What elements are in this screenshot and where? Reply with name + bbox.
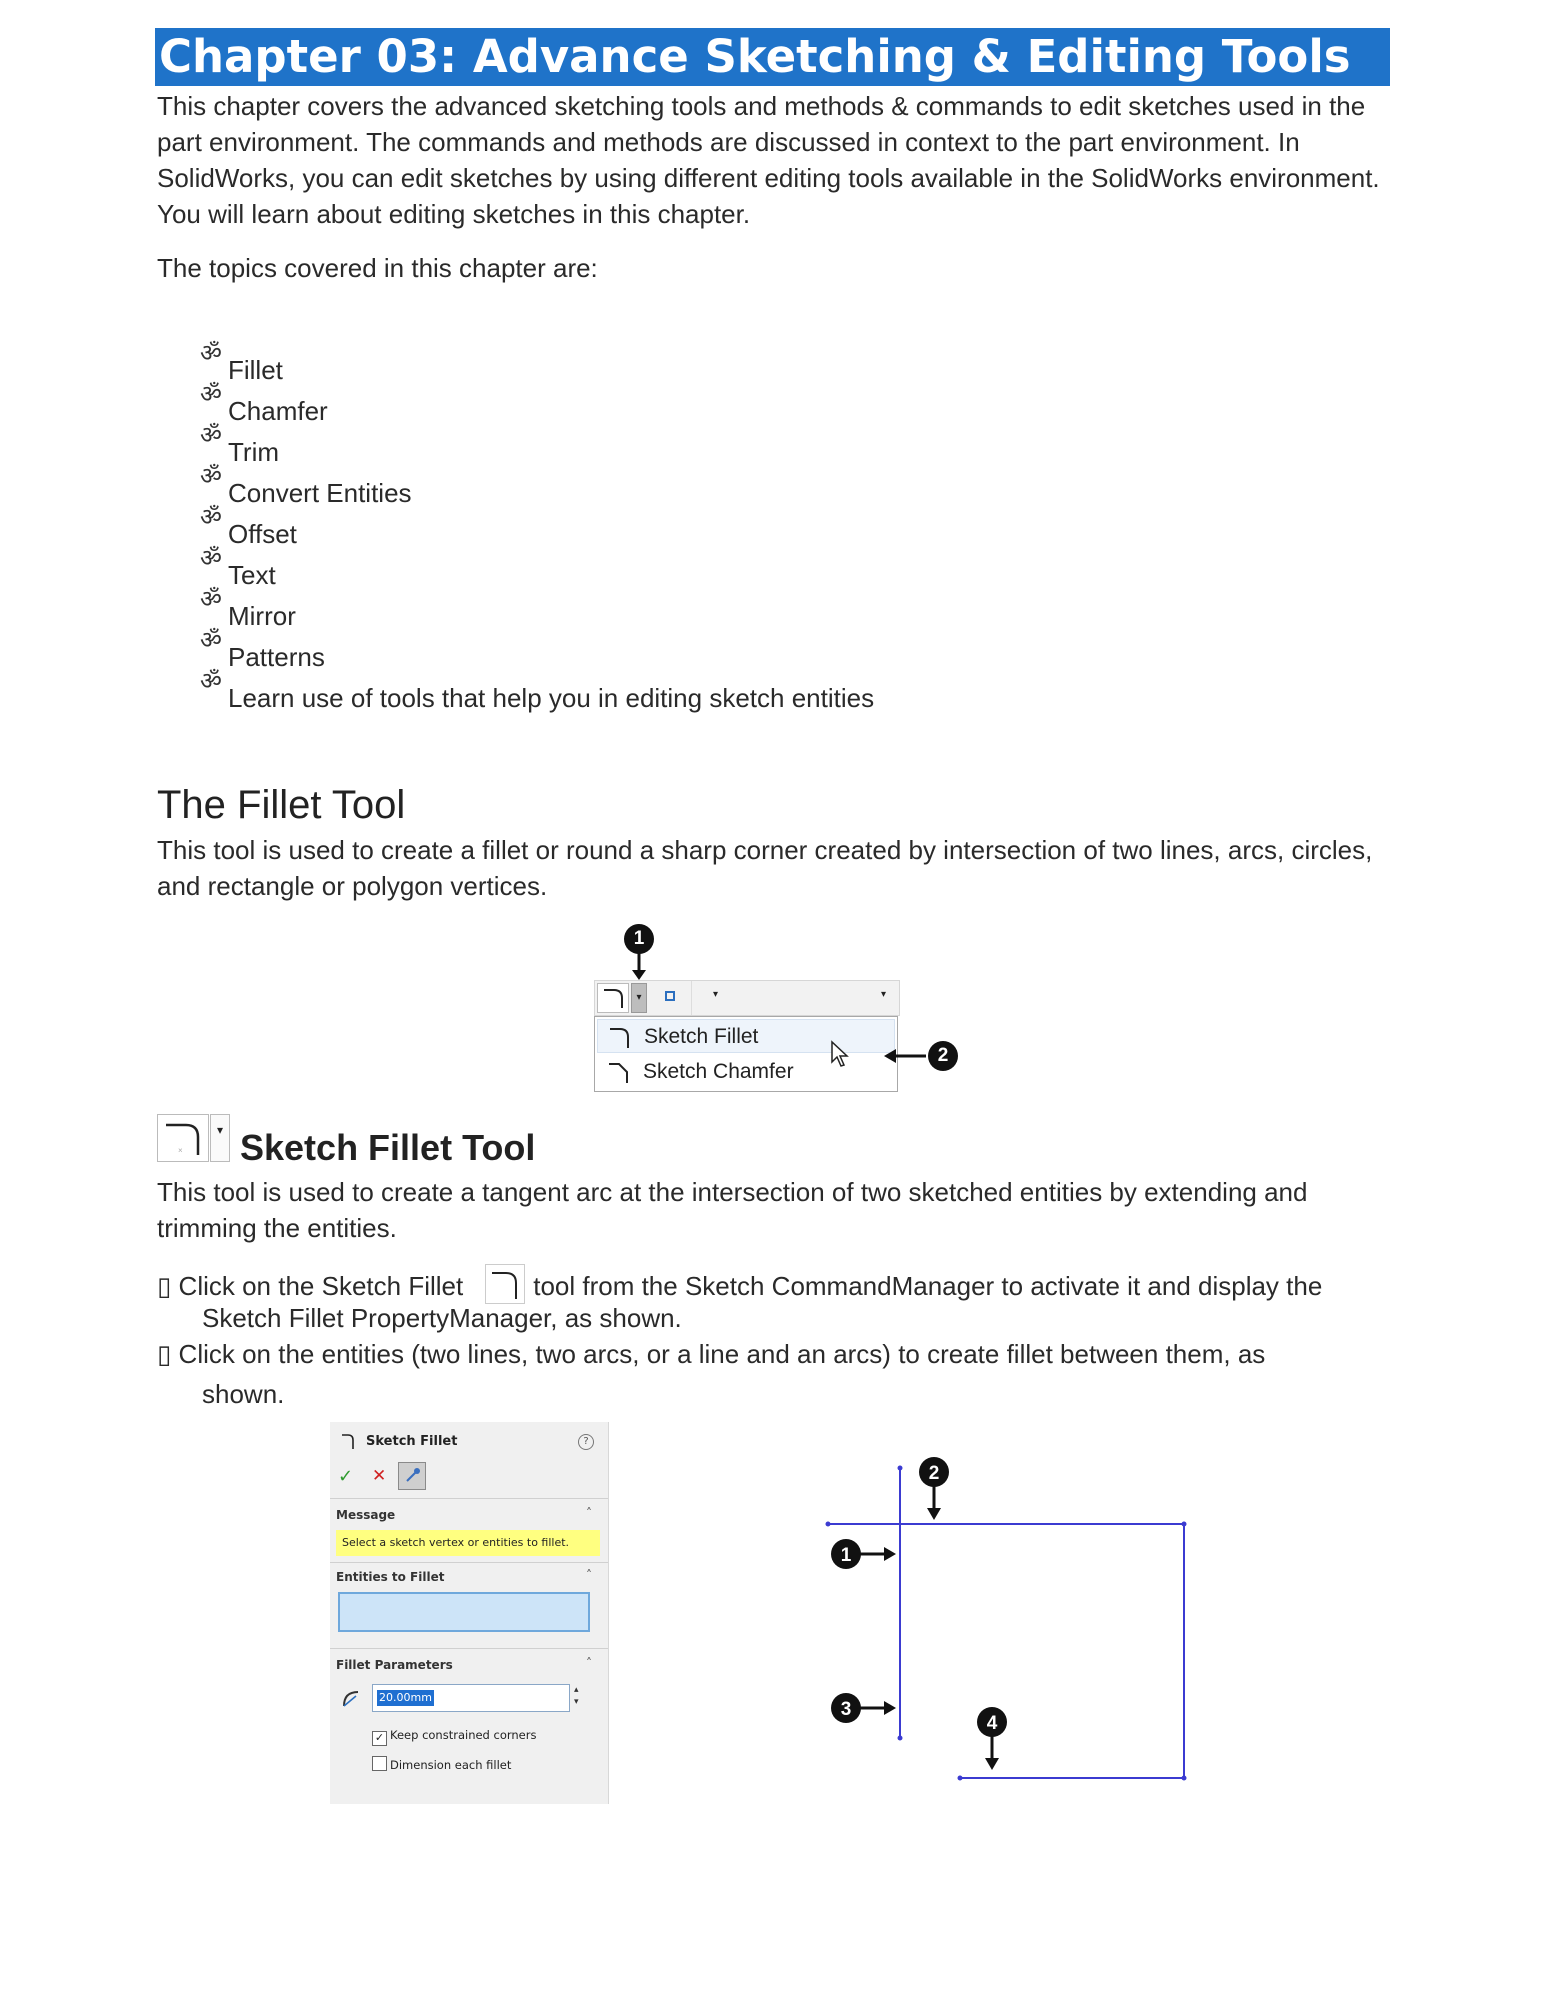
step-1-continued: Sketch Fillet PropertyManager, as shown. <box>202 1303 682 1333</box>
topic-item <box>200 422 874 473</box>
sketch-callout-3: 3 <box>840 1699 852 1720</box>
checkbox-box[interactable]: ✓ <box>372 1731 387 1746</box>
checkbox-box[interactable] <box>372 1756 387 1771</box>
fillet-radius-input[interactable] <box>372 1684 570 1712</box>
entities-selection-box[interactable] <box>338 1592 590 1632</box>
chevron-up-icon[interactable]: ˄ <box>586 1506 592 1520</box>
bullet-glyph: ॐ <box>200 422 222 449</box>
chevron-down-icon[interactable]: ▾ <box>881 989 887 1000</box>
cancel-button[interactable]: ✕ <box>372 1466 387 1486</box>
keep-constrained-label: Keep constrained corners <box>390 1728 537 1742</box>
callout-1: 1 <box>624 924 654 954</box>
ok-button[interactable]: ✓ <box>338 1466 354 1487</box>
topic-label: Mirror <box>228 601 296 631</box>
sketch-fillet-tool-dropdown[interactable]: ▾ <box>210 1114 230 1162</box>
mouse-cursor-icon <box>830 1040 852 1068</box>
topics-list <box>200 340 875 719</box>
sketch-fillet-property-manager <box>330 1422 609 1804</box>
topic-item <box>200 340 874 391</box>
step-marker: ▯ <box>157 1339 172 1369</box>
topic-label: Learn use of tools that help you in editing sketch entities <box>228 683 875 713</box>
sketch-fillet-tool-description: This tool is used to create a tangent arc at the intersection of two sketched entities by extending and trimming the entities. <box>157 1177 1308 1243</box>
pin-button[interactable] <box>398 1462 426 1490</box>
fillet-icon <box>485 1264 525 1304</box>
entities-section-label: Entities to Fillet <box>336 1570 445 1584</box>
bullet-glyph: ॐ <box>200 381 222 408</box>
menu-item-label: Sketch Fillet <box>644 1025 759 1048</box>
fillet-section-description: This tool is used to create a fillet or round a sharp corner created by intersection of two lines, arcs, circles, and rectangle or polygon vertices. <box>157 835 1373 901</box>
bullet-glyph: ॐ <box>200 668 222 695</box>
step-marker: ▯ <box>157 1271 172 1301</box>
sketch-fillet-tool-button[interactable] <box>157 1114 209 1162</box>
bullet-glyph: ॐ <box>200 545 222 572</box>
chevron-up-icon[interactable]: ˄ <box>586 1656 592 1670</box>
topics-intro: The topics covered in this chapter are: <box>157 253 598 283</box>
fillet-radius-value: 20.00mm <box>379 1691 432 1704</box>
topic-label: Offset <box>228 519 297 549</box>
topic-label: Trim <box>228 437 280 467</box>
step-2 <box>157 1336 1417 1372</box>
step-2-text: Click on the entities (two lines, two arcs, or a line and an arcs) to create fillet between them, as <box>178 1339 1266 1369</box>
topic-item <box>200 545 874 596</box>
bullet-glyph: ॐ <box>200 627 222 654</box>
section-divider <box>330 1562 608 1563</box>
fillet-dropdown-figure <box>594 924 949 1094</box>
help-icon[interactable]: ? <box>578 1434 594 1450</box>
chevron-up-icon[interactable]: ˄ <box>586 1568 592 1582</box>
topic-item <box>200 668 875 719</box>
fillet-tool-button[interactable] <box>597 983 629 1013</box>
callout-arrow-left <box>884 1048 926 1064</box>
section-divider <box>330 1648 608 1649</box>
pm-title: Sketch Fillet <box>366 1434 458 1449</box>
topic-item <box>200 504 874 555</box>
sketch-fillet-tool-heading: Sketch Fillet Tool <box>240 1127 536 1168</box>
toolbar-strip <box>594 980 900 1016</box>
bullet-glyph: ॐ <box>200 463 222 490</box>
callout-arrow-down <box>629 952 649 982</box>
message-text: Select a sketch vertex or entities to fillet. <box>336 1530 600 1556</box>
bullet-glyph: ॐ <box>200 504 222 531</box>
dimension-each-label: Dimension each fillet <box>390 1758 512 1772</box>
topic-item <box>200 463 874 514</box>
radius-icon <box>340 1686 364 1710</box>
topic-item <box>200 627 874 678</box>
params-section-label: Fillet Parameters <box>336 1658 453 1672</box>
fillet-icon <box>158 1115 208 1161</box>
sketch-callout-2: 2 <box>928 1463 940 1484</box>
topic-label: Convert Entities <box>228 478 412 508</box>
toolbar-divider <box>691 981 692 1015</box>
dimension-each-checkbox[interactable] <box>372 1756 511 1772</box>
topic-item <box>200 586 874 637</box>
fillet-icon <box>340 1432 356 1450</box>
sketch-callout-4: 4 <box>986 1713 998 1734</box>
topic-label: Chamfer <box>228 396 328 426</box>
fillet-section-heading: The Fillet Tool <box>157 783 406 827</box>
bullet-glyph: ॐ <box>200 586 222 613</box>
chapter-title: Chapter 03: Advance Sketching & Editing Tools <box>155 28 1390 86</box>
sketch-callout-1: 1 <box>840 1545 852 1566</box>
chamfer-icon <box>605 1059 633 1085</box>
step-1-text-a: Click on the Sketch Fillet <box>178 1271 464 1301</box>
svg-text:×: × <box>178 1146 183 1155</box>
callout-2: 2 <box>928 1041 958 1071</box>
fillet-dropdown-arrow[interactable]: ▾ <box>631 983 647 1013</box>
fillet-icon <box>598 984 628 1012</box>
topic-item <box>200 381 874 432</box>
message-section-label: Message <box>336 1508 396 1522</box>
keep-constrained-checkbox[interactable] <box>372 1728 536 1746</box>
topic-label: Patterns <box>228 642 325 672</box>
radius-spinner[interactable]: ▴ ▾ <box>574 1685 579 1707</box>
menu-item-label: Sketch Chamfer <box>643 1060 794 1083</box>
topic-label: Text <box>228 560 276 590</box>
section-divider <box>330 1498 608 1499</box>
fillet-dropdown-menu <box>594 1016 898 1092</box>
intro-paragraph: This chapter covers the advanced sketching tools and methods & commands to edit sketches used in the part environment. The commands and methods are discussed in context to the part environment. In SolidWorks, you can edit sketches by using different editing tools available in the SolidWorks environment. You will learn about editing sketches in this chapter. <box>157 91 1380 229</box>
pin-icon <box>399 1463 425 1489</box>
chevron-down-icon[interactable]: ▾ <box>713 989 719 1000</box>
step-1-text-b: tool from the Sketch CommandManager to activate it and display the <box>533 1271 1323 1301</box>
step-1 <box>157 1264 1417 1304</box>
sketch-point-icon[interactable] <box>665 991 675 1001</box>
step-2-continued: shown. <box>202 1379 285 1409</box>
topic-label: Fillet <box>228 355 283 385</box>
sketch-lines-figure <box>820 1450 1220 1800</box>
bullet-glyph: ॐ <box>200 340 222 367</box>
fillet-icon <box>606 1024 634 1050</box>
